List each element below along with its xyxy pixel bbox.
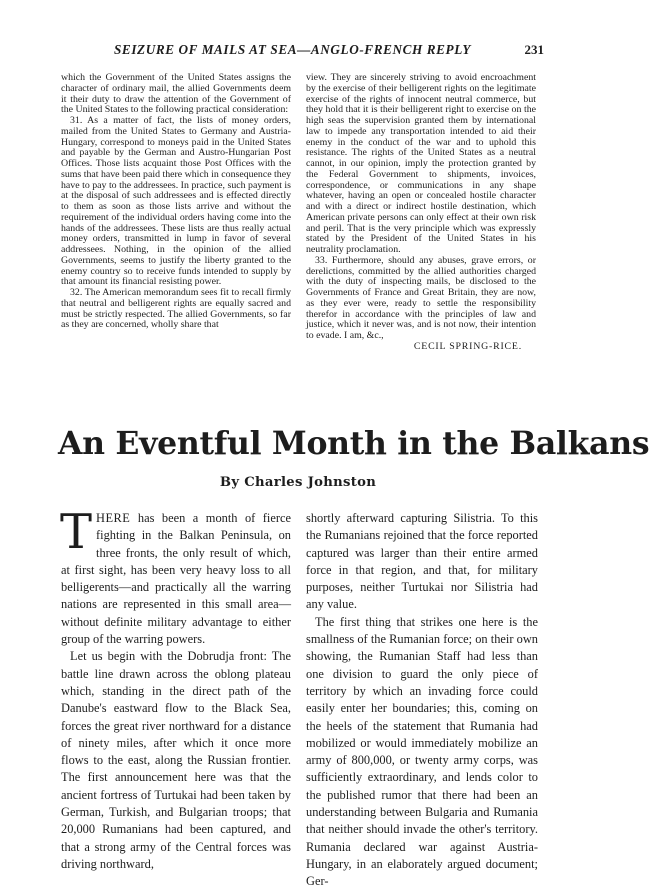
article-byline: By Charles Johnston	[219, 475, 377, 490]
signature: CECIL SPRING-RICE.	[413, 340, 522, 352]
paragraph: view. They are sincerely striving to avoid encroachment by the exercise of their belligerent rights on the legitimate exercise of the rights of innocent neutral commerce, but they hold that it is their belligerent right to exercise on the high seas the supervision granted them by international law to impede any transportation intended to aid their enemy in the conduct of the war and to uphold this resistance. The rights of the United States as a neutral cannot, in our opinion, imply the protection granted by the Federal Government to shipments, invoices, correspondence, or communications in any shape whatever, having an open or concealed hostile character and with a direct or indirect hostile destination, which American private persons can only effect at their own risk and peril. That is the very principle which was expressly stated by the President of the United States in his neutrality proclamation.	[306, 72, 536, 255]
top-right-column	[306, 73, 536, 353]
drop-cap: T	[60, 504, 93, 560]
running-title: SEIZURE OF MAILS AT SEA—ANGLO-FRENCH REPLY	[114, 42, 472, 57]
paragraph: The first thing that strikes one here is the smallness of the Rumanian force; on their own showing, the Rumanian Staff had less than one division to guard the only piece of territory by which an invading force could easily enter her boundaries; this, coming on the heels of the statement that Rumania had mobilized or would immediately mobilize an army of 800,000, or twenty army corps, was sufficiently extraordinary, and lends color to the published rumor that there had been an understanding between Bulgaria and Rumania that neither should invade the other's territory. Rumania declared war against Austria-Hungary, in an elaborately argued document; Ger-	[306, 614, 538, 889]
running-head	[58, 42, 558, 60]
paragraph: 31. As a matter of fact, the lists of money orders, mailed from the United States to Germany and Austria-Hungary, correspond to moneys paid in the United States and payable by the German and Austro-Hungarian Post Offices. Those lists acquaint those Post Offices with the sums that have been paid there which in consequence they have to pay to the addressees. In practice, such payment is at the disposal of such addressees and is effected directly to them as soon as those lists arrive and without the requirement of the individual orders having come into the hands of the addressees. These lists are thus really actual money orders, transmitted in lump in favor of several addressees. Nothing, in the opinion of the allied Governments, seems to justify the liberty granted to the enemy country so to receive funds intended to supply by that amount its financial resisting power.	[61, 115, 291, 288]
lead-caps: HERE	[96, 511, 131, 525]
article-right-column	[306, 510, 538, 891]
paragraph: 32. The American memorandum sees fit to recall firmly that neutral and belligerent rights are equally sacred and must be strictly respected. The allied Governments, so far as they are concerned, wholly share that	[61, 287, 291, 331]
paragraph: which the Government of the United States assigns the character of ordinary mail, the allied Governments deem it their duty to draw the attention of the Government of the United States to the following practical consideration:	[61, 72, 291, 116]
top-left-column	[61, 73, 291, 331]
lead-text: has been a month of fierce fighting in the Balkan Peninsula, on three fronts, the only result of which, at first sight, has been very heavy loss to all belligerents—and practically all the warring nations are represented in this small area—without definite military advantage to either group of the warring powers.	[61, 511, 291, 647]
paragraph: 33. Furthermore, should any abuses, grave errors, or derelictions, committed by the allied authorities charged with the duty of inspecting mails, be disclosed to the Governments of France and Great Britain, they are now, as they ever were, ready to settle the responsibility therefor in accordance with the principles of law and justice, which it never was, and is not now, their intention to evade. I am, &c.,	[306, 254, 536, 341]
page-number: 231	[524, 42, 544, 57]
paragraph: Let us begin with the Dobrudja front: The battle line drawn across the oblong plateau which, standing in the direct path of the Danube's eastward flow to the Black Sea, forces the great river northward for a distance of ninety miles, after which it once more flows to the east, along the Russian frontier. The first announcement here was that the ancient fortress of Turtukai had been taken by German, Turkish, and Bulgarian troops; that 20,000 Rumanians had been captured, and that a strong army of the Central forces was driving northward,	[61, 649, 291, 871]
lead-paragraph	[60, 504, 291, 648]
paragraph: shortly afterward capturing Silistria. To this the Rumanians rejoined that the force reported captured was larger than their entire armed force in that region, and that, for military purposes, neither Turtukai nor Silistria had any value.	[306, 511, 538, 612]
article-headline: An Eventful Month in the Balkans	[58, 425, 649, 462]
article-left-column	[60, 504, 291, 873]
